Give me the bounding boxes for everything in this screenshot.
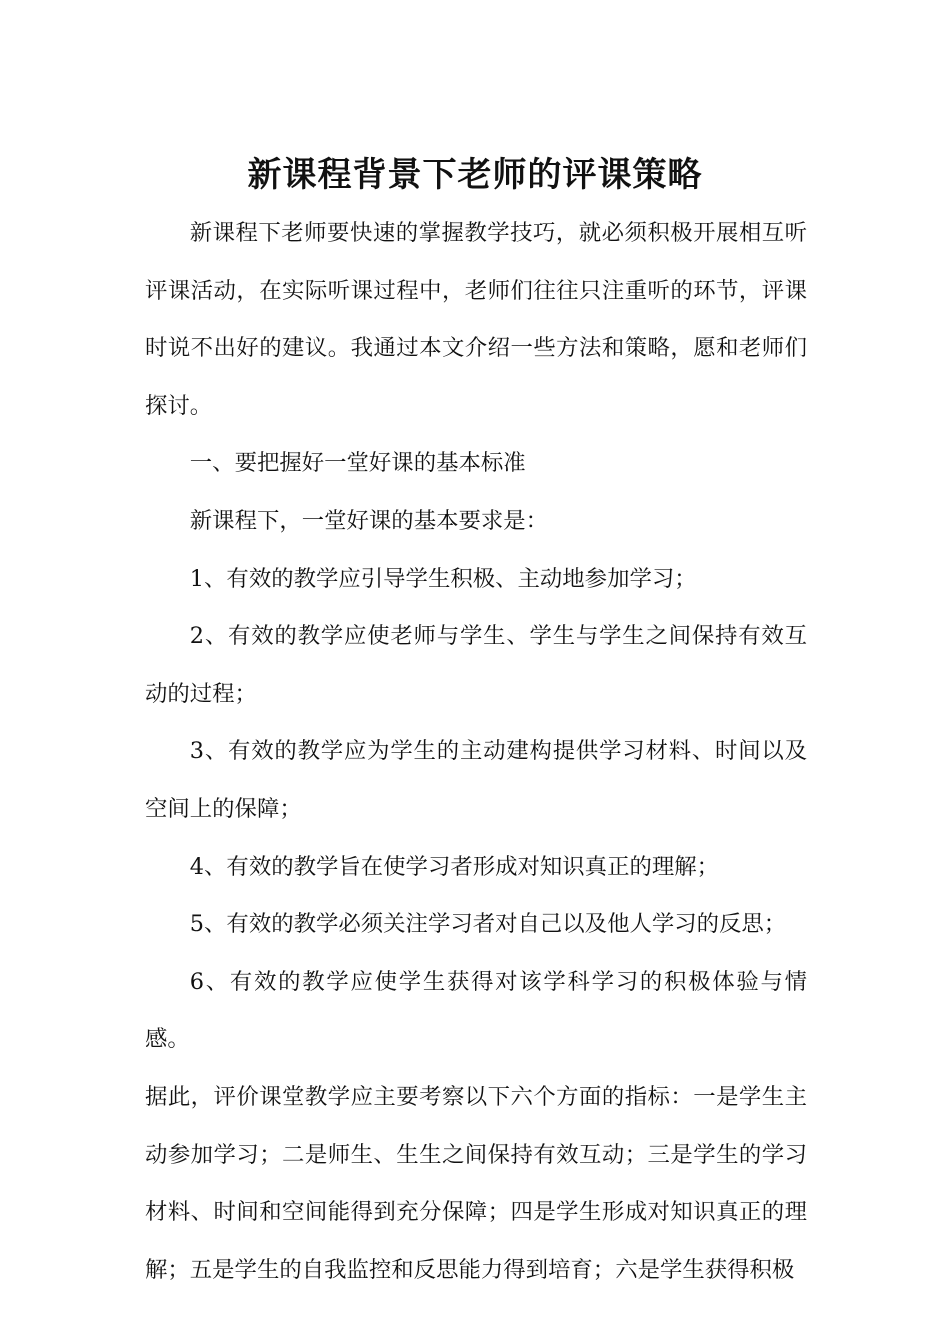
list-item-1: 1、有效的教学应引导学生积极、主动地参加学习； [189,565,697,592]
paragraph-requirements-lead: 新课程下，一堂好课的基本要求是： [189,507,549,534]
document-title: 新课程背景下老师的评课策略 [247,154,703,195]
section-heading-1: 一、要把握好一堂好课的基本标准 [189,450,526,477]
paragraph-intro: 新课程下老师要快速的掌握教学技巧，就必须积极开展相互听评课活动，在实际听课过程中，老师们往往只注重听的环节，评课时说不出好的建议。我通过本文介绍一些方法和策略，愿和老师们探讨。 [145,220,807,419]
paragraph-continuation: 据此，评价课堂教学应主要考察以下六个方面的指标：一是学生主动参加学习；二是师生、生生之间保持有效互动；三是学生的学习材料、时间和空间能得到充分保障；四是学生形成对知识真正的理解；五是学生的自我监控和反思能力得到培育；六是学生获得积极 [145,1083,807,1283]
list-item-3: 3、有效的教学应为学生的主动建构提供学习材料、时间以及空间上的保障； [145,738,807,822]
list-item-2: 2、有效的教学应使老师与学生、学生与学生之间保持有效互动的过程； [145,623,807,707]
list-item-6: 6、有效的教学应使学生获得对该学科学习的积极体验与情感。 [145,968,807,1053]
list-item-4: 4、有效的教学旨在使学习者形成对知识真正的理解； [189,853,720,880]
document-body [145,205,807,1299]
list-item-5: 5、有效的教学必须关注学习者对自己以及他人学习的反思； [189,911,787,938]
